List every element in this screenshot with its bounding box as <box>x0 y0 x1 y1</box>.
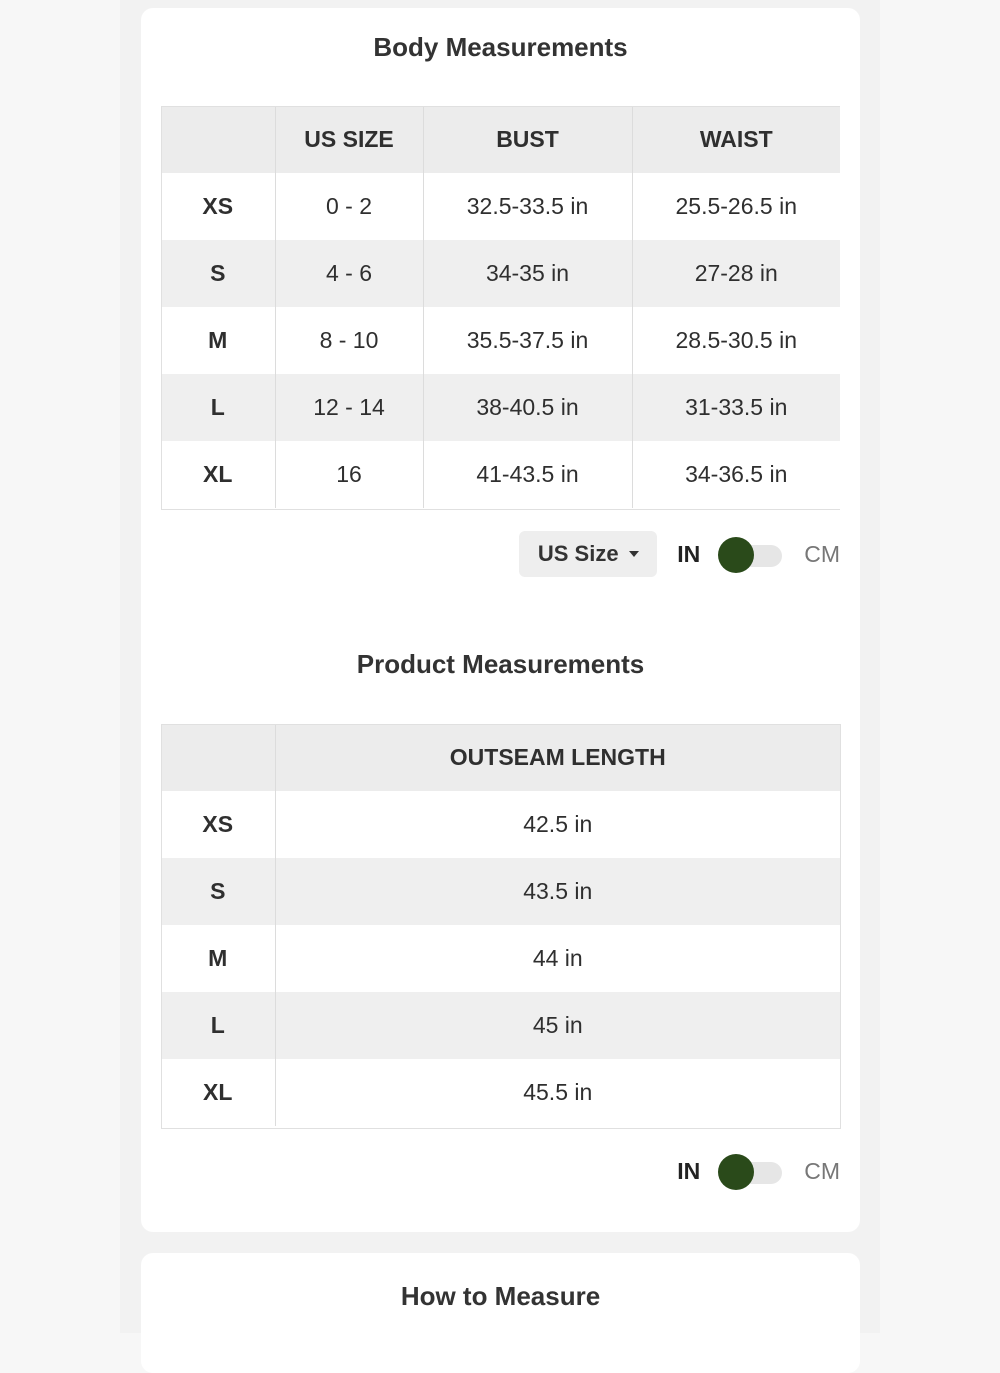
table-cell: 32.5-33.5 in <box>423 173 632 240</box>
table-header-row <box>161 724 840 791</box>
unit-cm-label[interactable]: CM <box>804 540 840 567</box>
table-cell: M <box>161 925 275 992</box>
table-cell: XS <box>161 791 275 858</box>
table-row <box>161 925 840 992</box>
body-measurements-table <box>161 106 840 508</box>
table-cell: 4 - 6 <box>275 240 423 307</box>
unit-in-label[interactable]: IN <box>677 1157 701 1184</box>
table-cell: L <box>161 374 275 441</box>
toggle-knob <box>718 1154 754 1190</box>
size-system-dropdown[interactable] <box>519 531 657 577</box>
table-cell: 38-40.5 in <box>423 374 632 441</box>
header-us-size: US SIZE <box>275 106 423 173</box>
table-row <box>161 173 840 240</box>
table-cell: L <box>161 992 275 1059</box>
body-measurements-controls <box>519 530 840 578</box>
table-cell: 43.5 in <box>275 858 840 925</box>
table-cell: S <box>161 858 275 925</box>
table-cell: 35.5-37.5 in <box>423 307 632 374</box>
table-cell: 41-43.5 in <box>423 441 632 508</box>
table-cell: 16 <box>275 441 423 508</box>
caret-down-icon <box>629 551 639 557</box>
table-cell: 12 - 14 <box>275 374 423 441</box>
size-system-selected: US Size <box>537 541 619 566</box>
product-measurements-controls <box>677 1147 840 1195</box>
header-outseam-length: OUTSEAM LENGTH <box>275 724 840 791</box>
table-cell: 27-28 in <box>632 240 840 307</box>
header-size <box>161 106 275 173</box>
table-row <box>161 240 840 307</box>
table-cell: XS <box>161 173 275 240</box>
table-header-row <box>161 106 840 173</box>
table-cell: 25.5-26.5 in <box>675 193 797 219</box>
unit-toggle[interactable] <box>718 1153 782 1189</box>
header-waist: WAIST <box>632 106 840 173</box>
table-cell: 0 - 2 <box>275 173 423 240</box>
body-measurements-title: Body Measurements <box>373 32 628 62</box>
table-cell: 42.5 in <box>523 811 593 837</box>
table-row <box>161 307 840 374</box>
table-cell: M <box>161 307 275 374</box>
table-cell: XL <box>161 441 275 508</box>
table-row <box>161 1059 840 1126</box>
table-cell: 34-36.5 in <box>685 461 788 487</box>
table-cell: 45.5 in <box>523 1079 593 1105</box>
how-to-measure-card <box>141 1253 860 1373</box>
table-cell: 44 in <box>532 945 583 971</box>
unit-in-label[interactable]: IN <box>677 540 701 567</box>
table-cell: 45 in <box>275 992 840 1059</box>
size-chart-card <box>141 8 860 1232</box>
table-row <box>161 374 840 441</box>
table-cell: 28.5-30.5 in <box>675 327 797 353</box>
toggle-knob <box>718 537 754 573</box>
table-row <box>161 992 840 1059</box>
table-row <box>161 441 840 508</box>
unit-cm-label[interactable]: CM <box>804 1157 840 1184</box>
unit-toggle[interactable] <box>718 536 782 572</box>
table-cell: XL <box>161 1059 275 1126</box>
header-bust: BUST <box>423 106 632 173</box>
table-row <box>161 858 840 925</box>
table-cell: 31-33.5 in <box>632 374 840 441</box>
table-row <box>161 791 840 858</box>
product-measurements-title: Product Measurements <box>356 649 645 679</box>
product-measurements-table <box>161 724 840 1126</box>
how-to-measure-title: How to Measure <box>400 1281 601 1311</box>
header-size <box>161 724 275 791</box>
table-cell: 34-35 in <box>423 240 632 307</box>
table-cell: S <box>161 240 275 307</box>
table-cell: 8 - 10 <box>275 307 423 374</box>
